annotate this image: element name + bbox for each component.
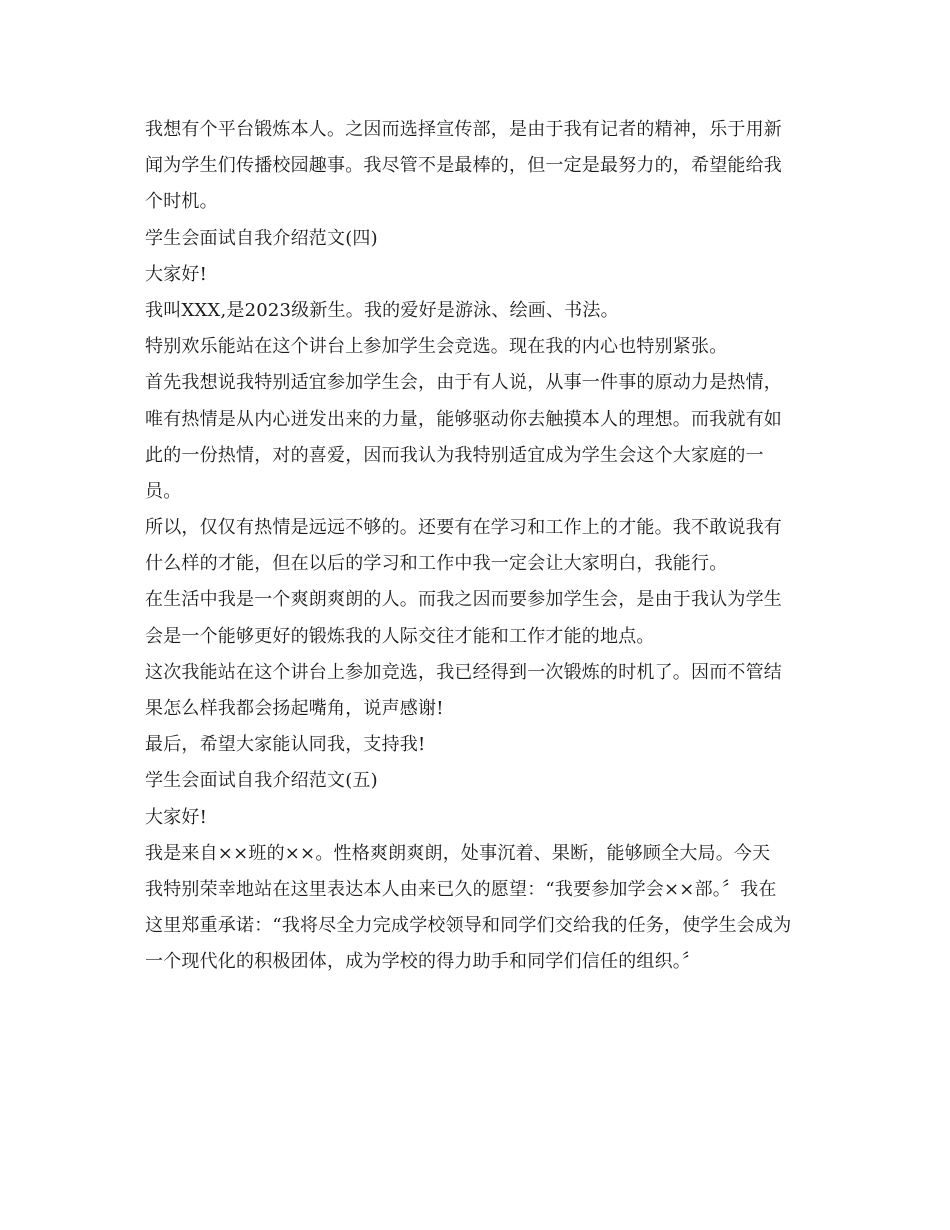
text-line: 会是一个能够更好的锻炼我的人际交往才能和工作才能的地点。 xyxy=(145,625,655,647)
section-heading: 学生会面试自我介绍范文(四) xyxy=(145,227,378,249)
text-line: 闻为学生们传播校园趣事。我尽管不是最棒的，但一定是最努力的，希望能给我 xyxy=(145,155,782,177)
greeting-line: 大家好! xyxy=(145,806,208,828)
greeting-line: 大家好! xyxy=(145,263,208,285)
text-line: 一个现代化的积极团体，成为学校的得力助手和同学们信任的组织。〞 xyxy=(145,951,701,973)
text-line: 我叫XXX,是2023级新生。我的爱好是游泳、绘画、书法。 xyxy=(145,299,619,321)
text-line: 此的一份热情，对的喜爱，因而我认为我特别适宜成为学生会这个大家庭的一 xyxy=(145,444,764,466)
document-body xyxy=(145,112,810,981)
text-line: 员。 xyxy=(145,480,182,502)
text-line: 个时机。 xyxy=(145,191,218,213)
text-line: 什么样的才能，但在以后的学习和工作中我一定会让大家明白，我能行。 xyxy=(145,553,728,575)
text-line: 我特别荣幸地站在这里表达本人由来已久的愿望：“我要参加学会××部。〞我在 xyxy=(145,878,777,900)
text-line: 唯有热情是从内心迸发出来的力量，能够驱动你去触摸本人的理想。而我就有如 xyxy=(145,408,782,430)
text-line: 果怎么样我都会扬起嘴角，说声感谢! xyxy=(145,698,444,719)
text-line: 我是来自××班的××。性格爽朗爽朗，处事沉着、果断，能够顾全大局。今天 xyxy=(145,842,771,864)
text-line: 我想有个平台锻炼本人。之因而选择宣传部，是由于我有记者的精神，乐于用新 xyxy=(145,119,782,140)
text-line: 这里郑重承诺：“我将尽全力完成学校领导和同学们交给我的任务，使学生会成为 xyxy=(145,915,792,937)
text-line: 这次我能站在这个讲台上参加竞选，我已经得到一次锻炼的时机了。因而不管结 xyxy=(145,661,782,683)
text-line: 特别欢乐能站在这个讲台上参加学生会竞选。现在我的内心也特别紧张。 xyxy=(145,336,728,358)
text-line: 最后，希望大家能认同我，支持我! xyxy=(145,734,426,756)
text-line: 所以，仅仅有热情是远远不够的。还要有在学习和工作上的才能。我不敢说我有 xyxy=(145,517,782,539)
text-line: 首先我想说我特别适宜参加学生会，由于有人说，从事一件事的原动力是热情， xyxy=(145,372,782,394)
text-line: 在生活中我是一个爽朗爽朗的人。而我之因而要参加学生会，是由于我认为学生 xyxy=(145,589,782,611)
section-heading: 学生会面试自我介绍范文(五) xyxy=(145,770,378,792)
